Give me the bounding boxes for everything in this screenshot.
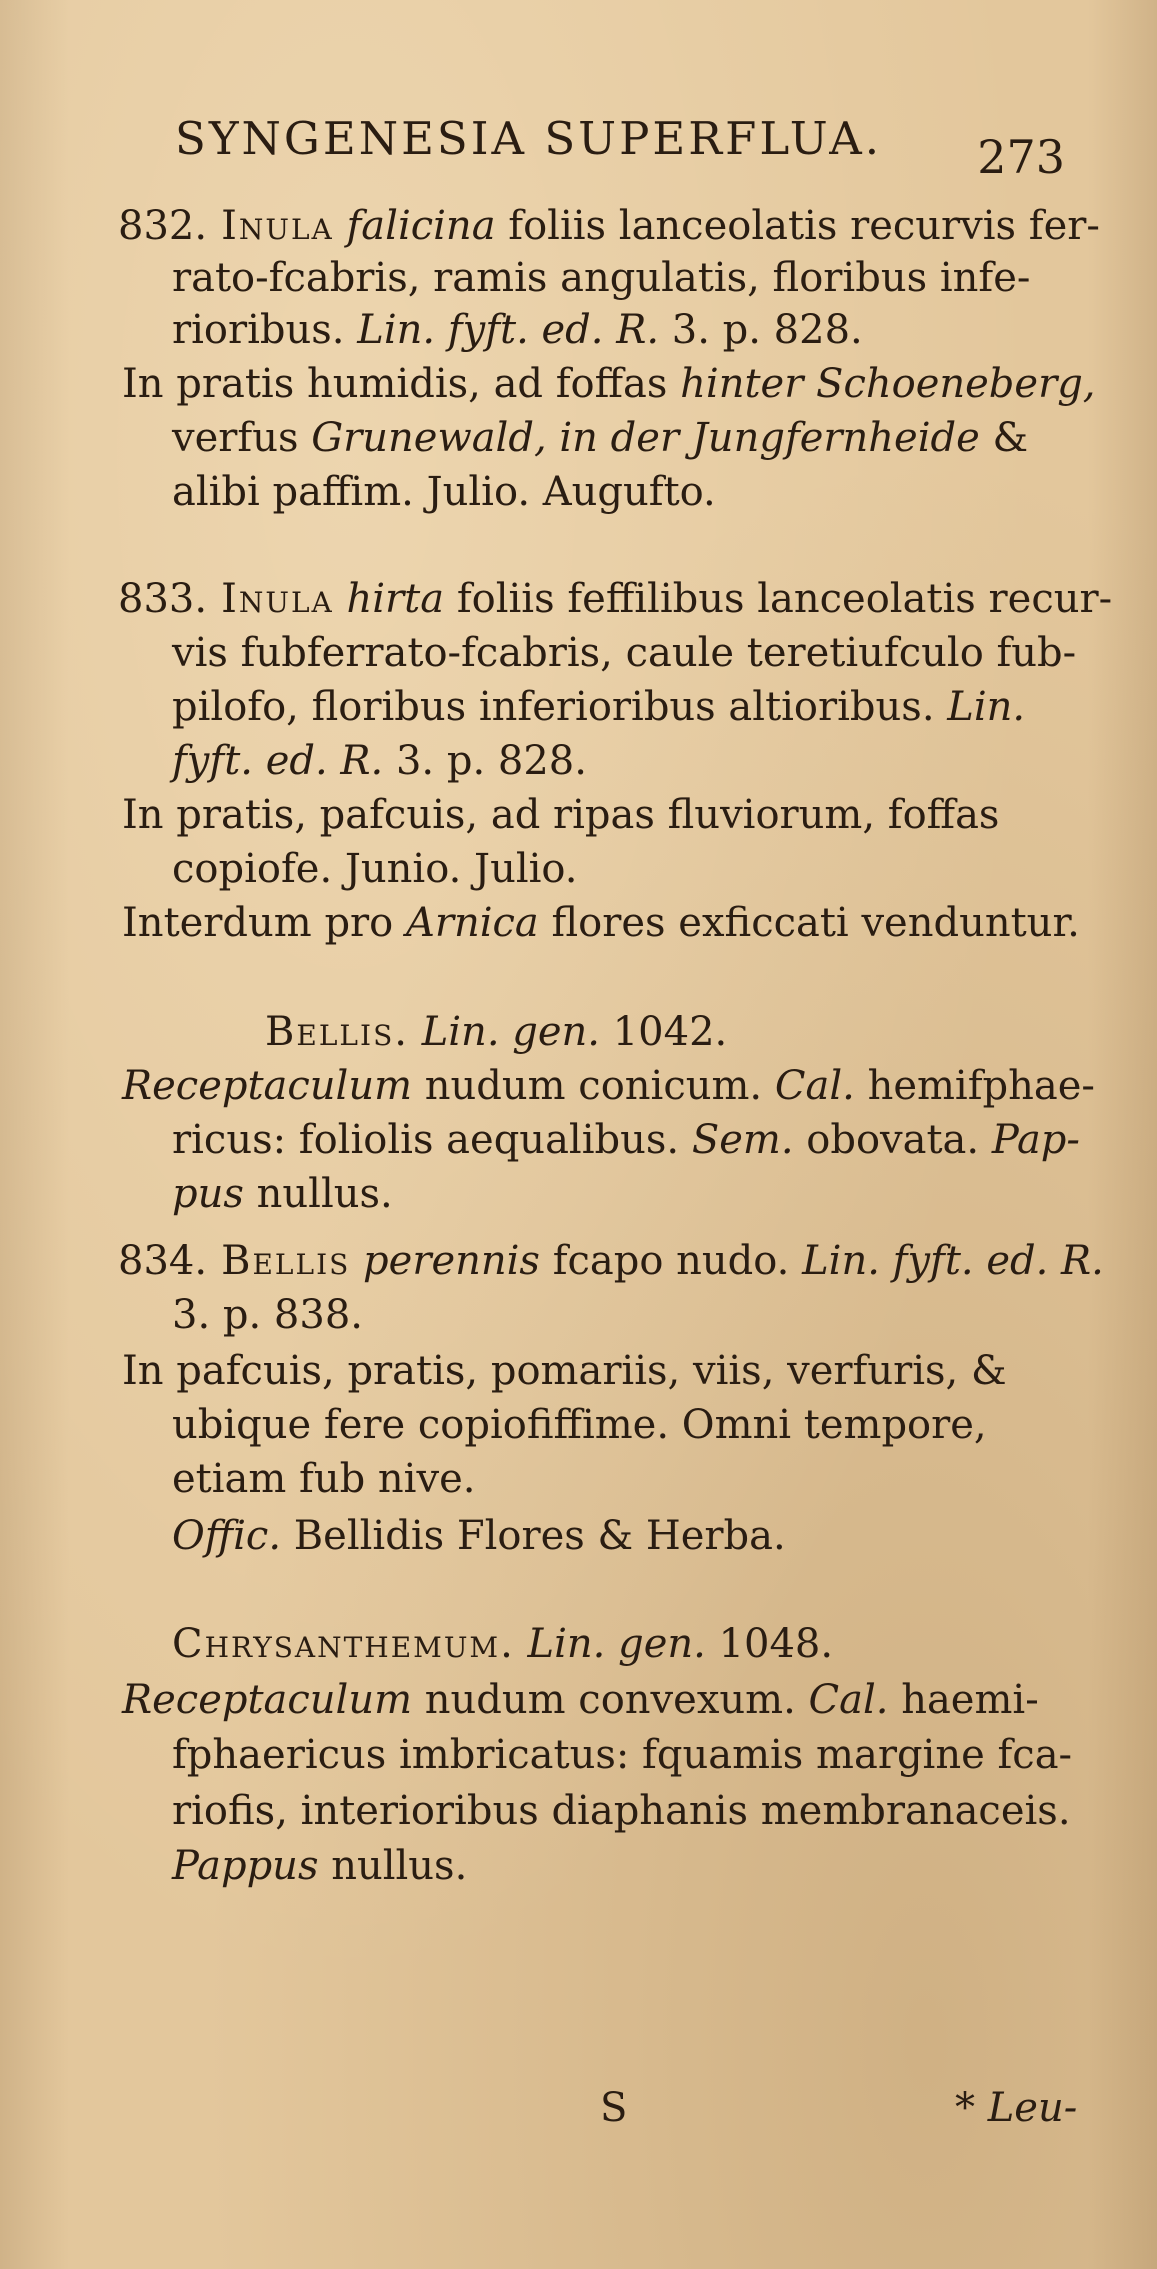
term: pus bbox=[172, 1171, 244, 1217]
reference: Lin. fyft. ed. R. bbox=[802, 1238, 1104, 1284]
entry-833-line-3 bbox=[172, 683, 1025, 731]
entry-834-habitat-1 bbox=[122, 1347, 1007, 1395]
reference-page: 3. p. 838. bbox=[172, 1292, 363, 1338]
entry-number: 833. bbox=[118, 576, 208, 622]
habitat-text: In pratis humidis, ad foffas bbox=[122, 361, 668, 407]
page-header bbox=[175, 112, 1075, 182]
chrysanthemum-character-4 bbox=[172, 1842, 467, 1890]
reference: Lin. gen. bbox=[421, 1009, 601, 1055]
habitat-text: verfus bbox=[172, 415, 299, 461]
entry-833-line-1 bbox=[118, 575, 1112, 623]
place-name: Grunewald, bbox=[311, 415, 547, 461]
reference-number: 1042. bbox=[612, 1009, 728, 1055]
term: Receptaculum bbox=[122, 1677, 413, 1723]
page-footer bbox=[0, 2085, 1157, 2145]
description-text: rato-fcabris, ramis angulatis, floribus infe- bbox=[172, 255, 1031, 301]
description-text: ricus: foliolis aequalibus. bbox=[172, 1117, 680, 1163]
genus-name: Bellis. bbox=[265, 1009, 409, 1055]
term: Cal. bbox=[808, 1677, 889, 1723]
entry-834-offic bbox=[172, 1512, 786, 1560]
entry-834-habitat-3 bbox=[172, 1455, 475, 1503]
description-text: hemifphae- bbox=[867, 1063, 1095, 1109]
entry-832-habitat-2 bbox=[172, 414, 1028, 462]
genus-name: Chrysanthemum. bbox=[172, 1621, 515, 1667]
entry-833-habitat-2 bbox=[172, 845, 578, 893]
description-text: haemi- bbox=[901, 1677, 1039, 1723]
description-text: nudum conicum. bbox=[424, 1063, 763, 1109]
term: Pap- bbox=[991, 1117, 1080, 1163]
genus-name: Bellis bbox=[221, 1238, 351, 1284]
species-name: falicina bbox=[346, 203, 496, 249]
habitat-text: In pratis, pafcuis, ad ripas fluviorum, foffas bbox=[122, 792, 1000, 838]
habitat-text: etiam fub nive. bbox=[172, 1456, 476, 1502]
chrysanthemum-character-2 bbox=[172, 1731, 1072, 1779]
term: Offic. bbox=[172, 1513, 282, 1559]
catchword: * Leu- bbox=[955, 2085, 1078, 2131]
description-text: nullus. bbox=[331, 1843, 468, 1889]
reference-page: 3. p. 828. bbox=[395, 738, 587, 784]
entry-834-habitat-2 bbox=[172, 1401, 987, 1449]
entry-833-habitat-1 bbox=[122, 791, 999, 839]
description-text: fcapo nudo. bbox=[552, 1238, 790, 1284]
description-text: Bellidis Flores & Herba. bbox=[293, 1513, 786, 1559]
bellis-character-3 bbox=[172, 1170, 393, 1218]
entry-832-habitat-3 bbox=[172, 468, 716, 516]
reference: fyft. ed. R. bbox=[172, 738, 384, 784]
description-text: vis fubferrato-fcabris, caule teretiufculo fub- bbox=[172, 630, 1077, 676]
species-name: perennis bbox=[363, 1238, 540, 1284]
reference: Lin. gen. bbox=[527, 1621, 706, 1667]
term: Sem. bbox=[691, 1117, 794, 1163]
description-text: nullus. bbox=[256, 1171, 393, 1217]
entry-834-line-1 bbox=[118, 1237, 1104, 1285]
term: Pappus bbox=[172, 1843, 319, 1889]
bellis-character-1 bbox=[122, 1062, 1095, 1110]
entry-number: 834. bbox=[118, 1238, 208, 1284]
note-text: flores exficcati venduntur. bbox=[551, 900, 1080, 946]
species-name: hirta bbox=[346, 576, 445, 622]
entry-833-line-4 bbox=[172, 737, 587, 785]
term: Cal. bbox=[774, 1063, 855, 1109]
habitat-text: alibi paffim. Julio. Augufto. bbox=[172, 469, 716, 515]
genus-name: Inula bbox=[221, 203, 334, 249]
habitat-text: ubique fere copiofiffime. Omni tempore, bbox=[172, 1402, 987, 1448]
place-name: hinter Schoeneberg, bbox=[680, 361, 1096, 407]
entry-832-line-2 bbox=[172, 254, 1030, 302]
habitat-text: In pafcuis, pratis, pomariis, viis, verfuris, & bbox=[122, 1348, 1007, 1394]
reference: Lin. bbox=[947, 684, 1026, 730]
description-text: fphaericus imbricatus: fquamis margine fca- bbox=[172, 1732, 1073, 1778]
genus-name: Inula bbox=[221, 576, 334, 622]
entry-number: 832. bbox=[118, 203, 208, 249]
description-text: nudum convexum. bbox=[424, 1677, 796, 1723]
bellis-character-2 bbox=[172, 1116, 1080, 1164]
entry-832-line-3 bbox=[172, 306, 863, 354]
description-text: riofis, interioribus diaphanis membranaceis. bbox=[172, 1788, 1071, 1834]
chrysanthemum-character-3 bbox=[172, 1787, 1071, 1835]
page-number: 273 bbox=[977, 130, 1065, 184]
reference: Lin. fyft. ed. R. bbox=[357, 307, 660, 353]
description-text: pilofo, floribus inferioribus altioribus. bbox=[172, 684, 935, 730]
entry-833-line-2 bbox=[172, 629, 1076, 677]
note-text: Interdum pro bbox=[122, 900, 394, 946]
reference-page: 3. p. 828. bbox=[671, 307, 863, 353]
description-text: obovata. bbox=[806, 1117, 980, 1163]
entry-832-line-1 bbox=[118, 202, 1100, 250]
habitat-text: copiofe. Junio. Julio. bbox=[172, 846, 578, 892]
genus-heading-bellis bbox=[265, 1008, 727, 1056]
chrysanthemum-character-1 bbox=[122, 1676, 1039, 1724]
place-name: in der Jungfernheide bbox=[559, 415, 980, 461]
term: Receptaculum bbox=[122, 1063, 413, 1109]
reference-number: 1048. bbox=[718, 1621, 834, 1667]
habitat-text: & bbox=[992, 415, 1029, 461]
description-text: rioribus. bbox=[172, 307, 345, 353]
running-head: SYNGENESIA SUPERFLUA. bbox=[175, 112, 883, 165]
entry-834-line-2 bbox=[172, 1291, 363, 1339]
description-text: foliis feffilibus lanceolatis recur- bbox=[456, 576, 1113, 622]
entry-833-note bbox=[122, 899, 1080, 947]
description-text: foliis lanceolatis recurvis fer- bbox=[508, 203, 1100, 249]
signature-mark: S bbox=[600, 2085, 628, 2131]
genus-heading-chrysanthemum bbox=[172, 1620, 833, 1668]
plant-name: Arnica bbox=[405, 900, 539, 946]
entry-832-habitat-1 bbox=[122, 360, 1096, 408]
